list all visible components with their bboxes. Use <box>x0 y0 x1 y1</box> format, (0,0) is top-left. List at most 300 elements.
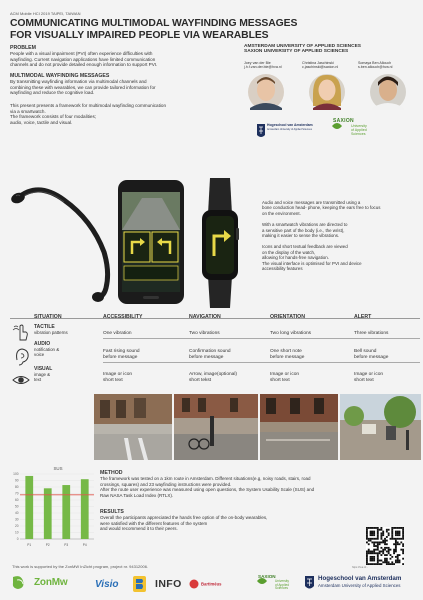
qr-module <box>373 556 375 558</box>
qr-module <box>373 527 375 529</box>
qr-module <box>402 527 404 529</box>
qr-module <box>393 527 395 529</box>
bar <box>62 485 70 539</box>
qr-module <box>377 563 379 565</box>
qr-module <box>375 527 377 529</box>
table-cell <box>189 349 231 360</box>
qr-module <box>373 543 375 545</box>
qr-module <box>371 534 373 536</box>
qr-module <box>384 541 386 543</box>
qr-module <box>375 545 377 547</box>
qr-module <box>391 563 393 565</box>
qr-module <box>382 541 384 543</box>
saxion-footer-sub-line: Sciences <box>275 586 288 591</box>
qr-module <box>370 538 372 540</box>
title-line: COMMUNICATING MULTIMODAL WAYFINDING MESSAGES <box>10 18 298 29</box>
qr-module <box>391 532 393 534</box>
qr-module <box>366 527 368 529</box>
qr-module <box>373 558 375 560</box>
author-name: Somaya Ben Allouch <box>358 61 392 65</box>
hva-logo-name: Hogeschool van Amsterdam <box>267 123 313 127</box>
qr-module <box>370 532 372 534</box>
qr-module <box>368 563 370 565</box>
qr-module <box>391 538 393 540</box>
qr-module <box>395 560 397 562</box>
author-photo <box>248 74 284 110</box>
table-cell <box>189 372 237 383</box>
qr-module <box>370 534 372 536</box>
qr-module <box>395 531 397 533</box>
x-tick-label: P2 <box>45 543 50 547</box>
qr-module <box>380 529 382 531</box>
qr-module <box>395 540 397 542</box>
qr-module <box>399 534 401 536</box>
saxion-logo-name: SAXION <box>333 118 354 124</box>
table-cell-line: Arrow, image(optional) <box>189 372 237 377</box>
table-cell <box>354 349 388 360</box>
qr-module <box>370 563 372 565</box>
method-heading: METHOD <box>100 470 123 476</box>
x-tick-label: P3 <box>64 543 69 547</box>
qr-module <box>379 563 381 565</box>
qr-module <box>380 547 382 549</box>
info-logo: INFO <box>155 578 182 590</box>
qr-module <box>373 563 375 565</box>
description-line: making it easier to sense the vibrations. <box>262 233 340 239</box>
author-email: c.jaschinski@saxion.nl <box>302 65 339 70</box>
title-line: FOR VISUALLY IMPAIRED PEOPLE VIA WEARABLES <box>10 30 269 41</box>
qr-module <box>371 538 373 540</box>
qr-module <box>393 552 395 554</box>
framework-line: The framework consists of four modalities; <box>10 114 97 120</box>
qr-module <box>388 549 390 551</box>
qr-module <box>384 558 386 560</box>
results-line: were satisfied with the different features of the system <box>100 520 208 526</box>
qr-module <box>386 529 388 531</box>
table-cell: One vibration <box>103 331 132 336</box>
qr-module <box>391 531 393 533</box>
qr-module <box>370 560 372 562</box>
support-note: This work is supported by the ZonMW InZicht program, project nr. 94312006. <box>12 564 149 569</box>
hva-footer-name: Hogeschool van Amsterdam <box>318 575 402 582</box>
y-tick-label: 40 <box>14 511 19 516</box>
qr-module <box>388 534 390 536</box>
results-line: Overall the participants appreciated the hands free option of the on-body wearables, <box>100 515 268 520</box>
qr-module <box>366 532 368 534</box>
modality-icons <box>11 322 33 392</box>
qr-module <box>366 563 368 565</box>
y-tick-label: 100 <box>13 472 19 477</box>
qr-module <box>370 527 372 529</box>
qr-module <box>377 531 379 533</box>
qr-module <box>384 554 386 556</box>
qr-module <box>370 558 372 560</box>
qr-module <box>391 536 393 538</box>
qr-module <box>390 549 392 551</box>
qr-module <box>377 536 379 538</box>
qr-module <box>377 538 379 540</box>
qr-module <box>386 551 388 553</box>
author-photo <box>370 74 406 110</box>
author-name: Joey van der Bie <box>244 61 271 65</box>
saxion-sub-line: Sciences <box>351 132 366 136</box>
messages-line: By transmitting wayfinding information via multimodal channels and <box>10 79 147 84</box>
qr-module <box>380 527 382 529</box>
qr-module <box>390 563 392 565</box>
saxion-footer-sub-line: of Applied <box>275 582 290 587</box>
sus-bar-chart <box>8 471 98 549</box>
problem-line: wayfinding. Current navigation applications have limited communication <box>10 56 156 62</box>
qr-module <box>388 529 390 531</box>
qr-module <box>384 549 386 551</box>
modality-desc: image & <box>34 372 51 377</box>
qr-module <box>393 538 395 540</box>
y-tick-label: 0 <box>16 537 19 542</box>
table-cell: Two vibrations <box>189 331 220 336</box>
col-header-orientation: ORIENTATION <box>270 314 305 320</box>
author-card <box>244 61 294 70</box>
qr-module <box>373 541 375 543</box>
qr-module <box>368 538 370 540</box>
y-tick-label: 20 <box>14 524 19 529</box>
qr-module <box>371 541 373 543</box>
qr-module <box>373 531 375 533</box>
qr-module <box>377 545 379 547</box>
qr-module <box>377 534 379 536</box>
qr-module <box>380 554 382 556</box>
qr-module <box>388 561 390 563</box>
qr-module <box>393 549 395 551</box>
qr-code[interactable] <box>366 527 404 565</box>
qr-module <box>384 540 386 542</box>
table-cell-line: before message <box>189 354 224 360</box>
table-cell-line: short text <box>103 377 123 383</box>
qr-module <box>395 534 397 536</box>
hva-footer-sub: Amsterdam University of Applied Sciences <box>318 583 401 588</box>
saxion-sub-line: of Applied <box>351 128 367 132</box>
qr-module <box>379 560 381 562</box>
table-cell-line: Image or icon <box>270 372 300 377</box>
qr-module <box>366 529 368 531</box>
qr-module <box>391 527 393 529</box>
qr-module <box>373 545 375 547</box>
table-cell-line: Bell sound <box>354 349 377 354</box>
framework-line: This present presents a framework for multimodal wayfinding communication <box>10 103 166 108</box>
qr-module <box>402 549 404 551</box>
qr-module <box>375 549 377 551</box>
qr-module <box>397 556 399 558</box>
description-line: a sensitive part of the body (i.e., the wrist), <box>262 227 345 233</box>
qr-module <box>391 529 393 531</box>
bar <box>44 488 52 539</box>
qr-module <box>399 543 401 545</box>
description-section <box>262 200 422 271</box>
qr-module <box>380 551 382 553</box>
table-cell-line: before message <box>103 354 138 360</box>
description-line: on the display of the watch, <box>262 249 316 255</box>
qr-module <box>371 551 373 553</box>
route-photo <box>174 394 258 460</box>
messages-line: wayfinding and reduce the cognitive load. <box>10 90 95 96</box>
qr-module <box>393 551 395 553</box>
qr-module <box>377 549 379 551</box>
qr-module <box>377 529 379 531</box>
qr-module <box>382 534 384 536</box>
qr-module <box>371 531 373 533</box>
author-card <box>358 61 416 70</box>
y-tick-label: 60 <box>14 498 19 503</box>
qr-module <box>402 532 404 534</box>
qr-module <box>395 532 397 534</box>
qr-module <box>379 552 381 554</box>
table-cell <box>270 349 304 360</box>
messages-section <box>10 73 235 96</box>
qr-module <box>370 552 372 554</box>
modality-name: VISUAL <box>34 366 53 372</box>
qr-module <box>391 556 393 558</box>
qr-module <box>366 531 368 533</box>
qr-module <box>379 541 381 543</box>
description-line: With a smartwatch vibrations are directed to <box>262 222 348 228</box>
table-cell <box>103 349 140 360</box>
table-cell-line: Image or icon <box>103 372 133 377</box>
qr-module <box>397 531 399 533</box>
qr-module <box>397 558 399 560</box>
qr-module <box>397 560 399 562</box>
author-email: s.ben.allouch@hva.nl <box>358 65 393 70</box>
table-cell-line: short tekst <box>189 377 212 383</box>
turn-right-panel <box>124 232 150 262</box>
qr-module <box>382 532 384 534</box>
chart-title: SUS <box>53 466 63 471</box>
qr-module <box>399 538 401 540</box>
modality-desc: notification & <box>34 347 60 352</box>
route-photo <box>260 394 338 460</box>
saxion-sub-line: University <box>351 124 367 128</box>
qr-module <box>370 531 372 533</box>
qr-module <box>375 563 377 565</box>
qr-module <box>377 554 379 556</box>
qr-module <box>402 558 404 560</box>
bartimeus-logo <box>188 576 248 592</box>
y-tick-label: 80 <box>14 485 19 490</box>
qr-module <box>386 540 388 542</box>
qr-module <box>379 529 381 531</box>
qr-module <box>371 527 373 529</box>
qr-module <box>380 532 382 534</box>
qr-module <box>382 552 384 554</box>
qr-module <box>366 554 368 556</box>
method-line: crossings, squares) and 23 wayfinding instructions were provided. <box>100 481 232 487</box>
y-tick-label: 30 <box>14 517 19 522</box>
qr-module <box>390 558 392 560</box>
qr-module <box>371 558 373 560</box>
qr-module <box>368 552 370 554</box>
x-tick-label: P1 <box>27 543 32 547</box>
table-cell-line: short text <box>270 377 290 383</box>
qr-module <box>388 547 390 549</box>
qr-module <box>377 558 379 560</box>
saxion-footer-sub-line: University <box>275 579 289 583</box>
modality-desc: vibration patterns <box>34 330 68 335</box>
table-cell: Three vibrations <box>354 331 389 336</box>
messages-heading: MULTIMODAL WAYFINDING MESSAGES <box>10 73 110 79</box>
messages-line: combining these with wearables, we can provide tailored information for <box>10 84 156 90</box>
qr-module <box>397 538 399 540</box>
description-line: bone conduction head- phone, keeping the ears free to focus <box>262 205 381 211</box>
qr-module <box>397 541 399 543</box>
qr-module <box>373 534 375 536</box>
qr-module <box>377 552 379 554</box>
qr-module <box>395 549 397 551</box>
qr-module <box>386 561 388 563</box>
method-line: The framework was tested on a 1km route in Amsterdam. Different situations(e.g, noisy roads, stairs, road <box>100 476 311 481</box>
qr-module <box>402 536 404 538</box>
visio-logo: Visio <box>95 579 119 590</box>
qr-module <box>395 545 397 547</box>
problem-heading: PROBLEM <box>10 45 36 51</box>
qr-module <box>373 532 375 534</box>
qr-module <box>377 541 379 543</box>
qr-module <box>386 536 388 538</box>
watch-strap <box>208 178 232 214</box>
modality-audio <box>34 341 59 357</box>
smartwatch-app-image <box>118 178 264 308</box>
qr-module <box>368 549 370 551</box>
qr-module <box>373 538 375 540</box>
qr-module <box>377 560 379 562</box>
qr-url: https://hva.nl/... <box>352 566 369 569</box>
method-section <box>100 470 360 498</box>
qr-module <box>384 543 386 545</box>
qr-module <box>386 558 388 560</box>
qr-module <box>382 540 384 542</box>
method-line: After the route user experience was measured using open questions, the System Usability Scale (SUS) and <box>100 487 315 492</box>
qr-module <box>397 561 399 563</box>
qr-module <box>371 560 373 562</box>
qr-module <box>391 561 393 563</box>
qr-module <box>395 538 397 540</box>
saxion-footer-name: SAXION <box>258 574 276 579</box>
qr-module <box>380 536 382 538</box>
qr-module <box>375 538 377 540</box>
eye-icon <box>13 377 29 384</box>
qr-module <box>400 549 402 551</box>
modality-name: AUDIO <box>34 341 51 347</box>
col-header-navigation: NAVIGATION <box>189 314 221 320</box>
affiliation-line: SAXION UNIVERSITY OF APPLIED SCIENCES <box>244 49 349 54</box>
table-cell <box>354 372 383 383</box>
qr-module <box>373 560 375 562</box>
qr-module <box>370 551 372 553</box>
qr-module <box>397 527 399 529</box>
qr-module <box>399 532 401 534</box>
table-cell <box>270 372 299 383</box>
qr-module <box>388 551 390 553</box>
y-tick-label: 70 <box>14 491 19 496</box>
qr-module <box>380 538 382 540</box>
qr-module <box>371 563 373 565</box>
description-line: allowing for hands-free navigation. <box>262 255 329 261</box>
results-section <box>100 509 360 532</box>
qr-module <box>402 545 404 547</box>
qr-module <box>397 532 399 534</box>
qr-module <box>366 552 368 554</box>
author-name: Christina Jaschinski <box>302 61 334 65</box>
qr-module <box>397 554 399 556</box>
problem-line: channels and do not provide detailed enough information to support PVI. <box>10 62 158 68</box>
qr-module <box>366 541 368 543</box>
table-cell-line: Fast rising sound <box>103 349 140 354</box>
table-cell-line: short text <box>354 377 374 383</box>
qr-module <box>366 558 368 560</box>
qr-module <box>384 561 386 563</box>
qr-module <box>386 547 388 549</box>
qr-module <box>377 561 379 563</box>
qr-module <box>375 541 377 543</box>
author-email: j.h.f.van.der.bie@hva.nl <box>244 65 282 70</box>
bartimeus-logo-mark <box>132 574 148 594</box>
qr-module <box>366 556 368 558</box>
qr-module <box>402 551 404 553</box>
qr-module <box>402 543 404 545</box>
col-header-situation: SITUATION <box>34 314 62 320</box>
qr-module <box>395 527 397 529</box>
saxion-logo-sub <box>351 124 367 136</box>
qr-module <box>393 543 395 545</box>
x-tick-label: P4 <box>82 543 87 547</box>
bar <box>81 479 89 539</box>
qr-module <box>380 560 382 562</box>
qr-module <box>373 549 375 551</box>
description-line: accessibility features <box>262 266 303 272</box>
qr-module <box>368 543 370 545</box>
qr-module <box>375 552 377 554</box>
qr-module <box>386 531 388 533</box>
ear-icon <box>17 349 29 365</box>
qr-module <box>368 527 370 529</box>
description-line: The visual interface is optimised for PVI and device <box>262 260 362 266</box>
qr-module <box>386 554 388 556</box>
qr-module <box>382 531 384 533</box>
zonmw-logo-mark <box>10 574 32 592</box>
qr-module <box>373 552 375 554</box>
qr-module <box>400 538 402 540</box>
qr-module <box>377 547 379 549</box>
route-photo <box>94 394 172 460</box>
table-cell-line: One short note <box>270 349 302 354</box>
affiliation-block <box>244 44 419 54</box>
qr-module <box>402 563 404 565</box>
qr-module <box>384 560 386 562</box>
route-photo <box>340 394 421 460</box>
qr-module <box>380 534 382 536</box>
zonmw-logo: ZonMw <box>34 577 68 588</box>
y-tick-label: 90 <box>14 478 19 483</box>
qr-module <box>397 543 399 545</box>
saxion-footer-sub <box>275 580 289 591</box>
qr-module <box>393 563 395 565</box>
results-heading: RESULTS <box>100 509 124 515</box>
table-cell <box>103 372 132 383</box>
qr-module <box>382 549 384 551</box>
poster-title <box>10 18 414 42</box>
qr-module <box>366 561 368 563</box>
qr-module <box>395 561 397 563</box>
description-line: on the environment. <box>262 210 301 216</box>
qr-module <box>386 560 388 562</box>
description-line: Audio and voice messages are transmitted using a <box>262 200 361 205</box>
